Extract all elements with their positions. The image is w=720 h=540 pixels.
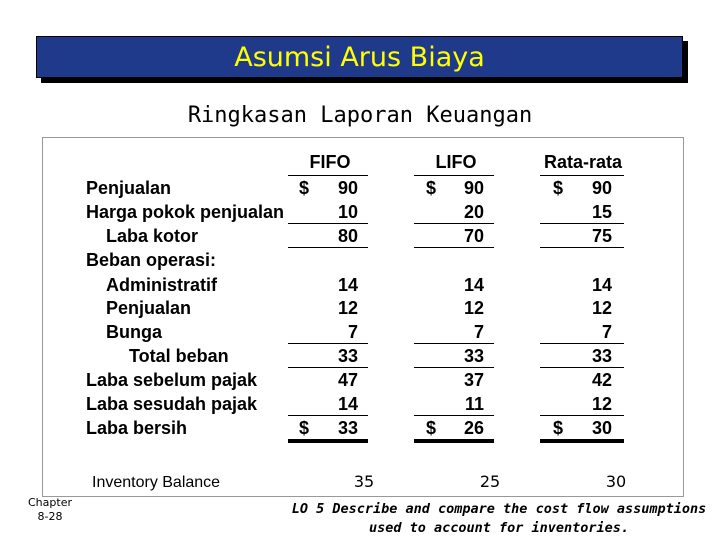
- subtotal-rule: [288, 247, 368, 248]
- currency-symbol: $: [299, 418, 310, 438]
- chapter-line-2: 8-28: [37, 510, 63, 523]
- chapter-label: [20, 496, 80, 524]
- subtotal-rule: [414, 247, 494, 248]
- value-cell: 33: [337, 418, 358, 438]
- subtotal-rule: [540, 343, 624, 344]
- value-cell: 12: [337, 298, 358, 318]
- inventory-balance-fifo: 35: [353, 472, 375, 491]
- total-double-rule: [540, 439, 624, 443]
- inventory-balance-label: Inventory Balance: [92, 474, 221, 491]
- subtotal-rule: [414, 367, 494, 368]
- slide-subtitle: Ringkasan Laporan Keuangan: [187, 103, 533, 128]
- value-cell: 12: [591, 394, 612, 414]
- value-cell: 33: [337, 346, 358, 366]
- subtotal-rule: [288, 415, 368, 416]
- column-header-average: Rata-rata: [543, 152, 623, 172]
- value-cell: 70: [463, 226, 484, 246]
- currency-symbol: $: [299, 178, 310, 198]
- value-cell: 11: [464, 394, 484, 414]
- row-label-operating-expenses: Beban operasi:: [86, 250, 217, 270]
- row-label-total-expenses: Total beban: [129, 346, 229, 366]
- subtotal-rule: [414, 343, 494, 344]
- subtotal-rule: [540, 415, 624, 416]
- row-label-interest: Bunga: [106, 322, 162, 342]
- currency-symbol: $: [426, 418, 437, 438]
- value-cell: 15: [591, 202, 612, 222]
- value-cell: 7: [347, 322, 358, 342]
- value-cell: 75: [591, 226, 612, 246]
- chapter-line-1: Chapter: [28, 496, 72, 509]
- row-label-net-income: Laba bersih: [86, 418, 188, 438]
- header-rule: [540, 175, 624, 176]
- value-cell: 20: [463, 202, 484, 222]
- currency-symbol: $: [553, 178, 564, 198]
- value-cell: 80: [337, 226, 358, 246]
- value-cell: 37: [463, 370, 484, 390]
- inventory-balance-lifo: 25: [479, 472, 501, 491]
- header-rule: [288, 175, 368, 176]
- subtotal-rule: [288, 367, 368, 368]
- total-double-rule: [414, 439, 494, 443]
- subtotal-rule: [540, 223, 624, 224]
- column-header-lifo: LIFO: [435, 152, 477, 172]
- column-header-fifo: FIFO: [309, 152, 351, 172]
- subtotal-rule: [540, 247, 624, 248]
- currency-symbol: $: [553, 418, 564, 438]
- value-cell: 14: [337, 394, 358, 414]
- value-cell: 33: [591, 346, 612, 366]
- subtotal-rule: [414, 415, 494, 416]
- value-cell: 90: [591, 178, 612, 198]
- value-cell: 30: [591, 418, 612, 438]
- learning-objective-line-2: used to account for inventories.: [368, 520, 630, 536]
- total-double-rule: [288, 439, 368, 443]
- value-cell: 14: [463, 275, 484, 295]
- subtotal-rule: [288, 343, 368, 344]
- learning-objective-line-1: LO 5 Describe and compare the cost flow assumptions: [291, 501, 707, 517]
- value-cell: 90: [463, 178, 484, 198]
- value-cell: 7: [601, 322, 612, 342]
- currency-symbol: $: [426, 178, 437, 198]
- subtotal-rule: [414, 223, 494, 224]
- row-label-sales: Penjualan: [86, 178, 172, 198]
- slide-title: Asumsi Arus Biaya: [234, 42, 485, 73]
- value-cell: 7: [473, 322, 484, 342]
- value-cell: 12: [463, 298, 484, 318]
- value-cell: 47: [337, 370, 358, 390]
- row-label-income-before-tax: Laba sebelum pajak: [86, 370, 258, 390]
- learning-objective: [284, 500, 714, 538]
- value-cell: 14: [591, 275, 612, 295]
- value-cell: 10: [337, 202, 358, 222]
- value-cell: 12: [591, 298, 612, 318]
- header-rule: [414, 175, 494, 176]
- row-label-income-after-tax: Laba sesudah pajak: [86, 394, 258, 414]
- row-label-cogs: Harga pokok penjualan: [86, 202, 285, 222]
- value-cell: 14: [337, 275, 358, 295]
- row-label-gross-profit: Laba kotor: [106, 226, 199, 246]
- inventory-balance-average: 30: [605, 472, 627, 491]
- value-cell: 42: [591, 370, 612, 390]
- row-label-administrative: Administratif: [106, 275, 218, 295]
- subtotal-rule: [540, 367, 624, 368]
- row-label-selling: Penjualan: [106, 298, 192, 318]
- value-cell: 26: [463, 418, 484, 438]
- value-cell: 90: [337, 178, 358, 198]
- subtotal-rule: [288, 223, 368, 224]
- value-cell: 33: [463, 346, 484, 366]
